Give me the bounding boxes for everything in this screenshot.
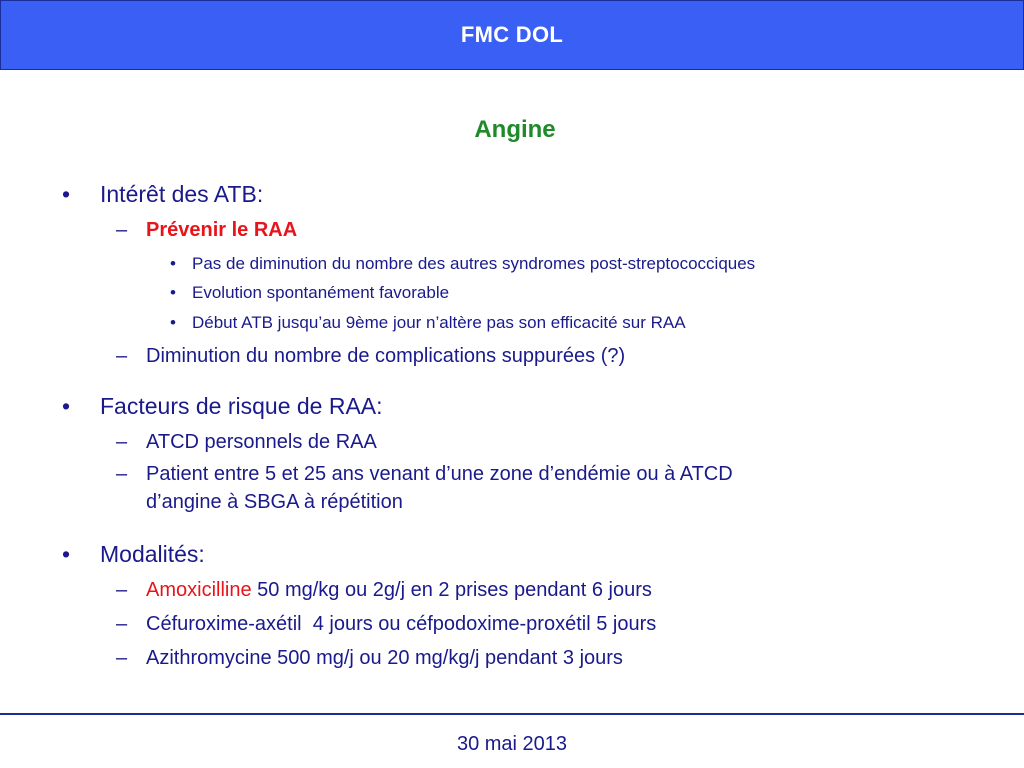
bullet-section-3 [62, 541, 205, 568]
sub-item-1-1-text: Prévenir le RAA [146, 219, 298, 241]
bullet-section-1 [62, 181, 264, 208]
dash-marker: – [116, 431, 128, 453]
dash-marker: – [116, 345, 128, 367]
sub-item-1-2-text: Diminution du nombre de complications suppurées (?) [146, 345, 626, 367]
sub-item-1-2 [116, 345, 626, 368]
drug-name-highlight: Amoxicilline [146, 579, 252, 601]
sub-item-2-1 [116, 431, 377, 454]
sub-item-3-3-text: Azithromycine 500 mg/j ou 20 mg/kg/j pendant 3 jours [146, 647, 623, 669]
section-2-heading: Facteurs de risque de RAA: [100, 393, 383, 419]
sub-item-3-1-text [146, 579, 652, 602]
detail-item-1-text: Pas de diminution du nombre des autres syndromes post-streptococciques [192, 254, 756, 273]
footer-date: 30 mai 2013 [456, 733, 568, 755]
dash-marker: – [116, 613, 128, 635]
section-3-heading: Modalités: [100, 541, 205, 567]
detail-item-1 [170, 254, 756, 274]
bullet-marker: • [62, 393, 71, 419]
footer-divider [0, 713, 1024, 715]
sub-item-3-3 [116, 647, 623, 670]
detail-item-3 [170, 313, 686, 333]
header-title: FMC DOL [460, 22, 564, 47]
bullet-marker: • [62, 181, 71, 207]
sub-item-3-2-text: Céfuroxime-axétil 4 jours ou céfpodoxime-proxétil 5 jours [146, 613, 657, 635]
section-1-heading: Intérêt des ATB: [100, 181, 264, 207]
bullet-marker: • [170, 254, 176, 273]
detail-item-2 [170, 283, 450, 303]
detail-item-2-text: Evolution spontanément favorable [192, 283, 450, 302]
sub-item-2-2 [116, 463, 733, 513]
dash-marker: – [116, 463, 128, 485]
bullet-marker: • [170, 283, 176, 302]
dash-marker: – [116, 219, 128, 241]
sub-item-2-2-text-line1: Patient entre 5 et 25 ans venant d’une zone d’endémie ou à ATCD [146, 463, 733, 485]
detail-item-3-text: Début ATB jusqu’au 9ème jour n’altère pas son efficacité sur RAA [192, 313, 686, 332]
slide-title: Angine [474, 116, 556, 143]
bullet-marker: • [62, 541, 71, 567]
sub-item-3-1 [116, 579, 652, 602]
sub-item-3-2 [116, 613, 657, 636]
bullet-marker: • [170, 313, 176, 332]
sub-item-2-1-text: ATCD personnels de RAA [146, 431, 377, 453]
sub-item-1-1 [116, 219, 298, 242]
bullet-section-2 [62, 393, 383, 420]
dash-marker: – [116, 647, 128, 669]
sub-item-2-2-text-line2: d’angine à SBGA à répétition [146, 491, 403, 513]
dosage-text: 50 mg/kg ou 2g/j en 2 prises pendant 6 jours [251, 579, 652, 601]
dash-marker: – [116, 579, 128, 601]
